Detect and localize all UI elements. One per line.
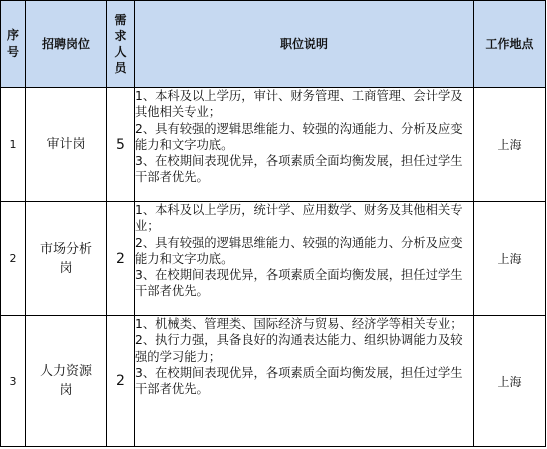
location-cell: 上海 xyxy=(474,316,546,447)
position-cell: 市场分析岗 xyxy=(26,202,107,316)
requirement-line: 2、具有较强的逻辑思维能力、较强的沟通能力、分析及应变能力和文字功底。 xyxy=(135,235,463,266)
requirement-line: 2、具有较强的逻辑思维能力、较强的沟通能力、分析及应变能力和文字功底。 xyxy=(135,121,463,152)
header-requirements: 职位说明 xyxy=(135,1,474,88)
requirements-cell xyxy=(135,316,474,447)
table-row xyxy=(1,202,546,316)
requirement-line: 3、在校期间表现优异，各项素质全面均衡发展，担任过学生干部者优先。 xyxy=(135,268,463,299)
requirement-line: 3、在校期间表现优异，各项素质全面均衡发展，担任过学生干部者优先。 xyxy=(135,154,463,185)
requirement-line: 2、执行力强，具备良好的沟通表达能力、组织协调能力及较强的学习能力； xyxy=(135,333,463,364)
requirement-line: 1、机械类、管理类、国际经济与贸易、经济学等相关专业； xyxy=(135,317,463,331)
header-count: 需求人员 xyxy=(107,1,135,88)
header-position: 招聘岗位 xyxy=(26,1,107,88)
count-cell: 5 xyxy=(107,88,135,202)
position-cell: 人力资源岗 xyxy=(26,316,107,447)
seq-cell: 3 xyxy=(1,316,26,447)
header-row xyxy=(1,1,546,88)
requirements-cell xyxy=(135,88,474,202)
requirement-line: 3、在校期间表现优异，各项素质全面均衡发展，担任过学生干部者优先。 xyxy=(135,365,463,397)
seq-cell: 1 xyxy=(1,88,26,202)
position-cell: 审计岗 xyxy=(26,88,107,202)
requirement-line: 1、本科及以上学历，审计、财务管理、工商管理、会计学及其他相关专业； xyxy=(135,89,463,120)
requirement-line: 1、本科及以上学历，统计学、应用数学、财务及其他相关专业； xyxy=(135,203,463,234)
header-seq: 序号 xyxy=(1,1,26,88)
requirements-cell xyxy=(135,202,474,316)
table-row xyxy=(1,88,546,202)
location-cell: 上海 xyxy=(474,202,546,316)
location-cell: 上海 xyxy=(474,88,546,202)
table-row xyxy=(1,316,546,447)
count-cell: 2 xyxy=(107,316,135,447)
seq-cell: 2 xyxy=(1,202,26,316)
header-location: 工作地点 xyxy=(474,1,546,88)
count-cell: 2 xyxy=(107,202,135,316)
